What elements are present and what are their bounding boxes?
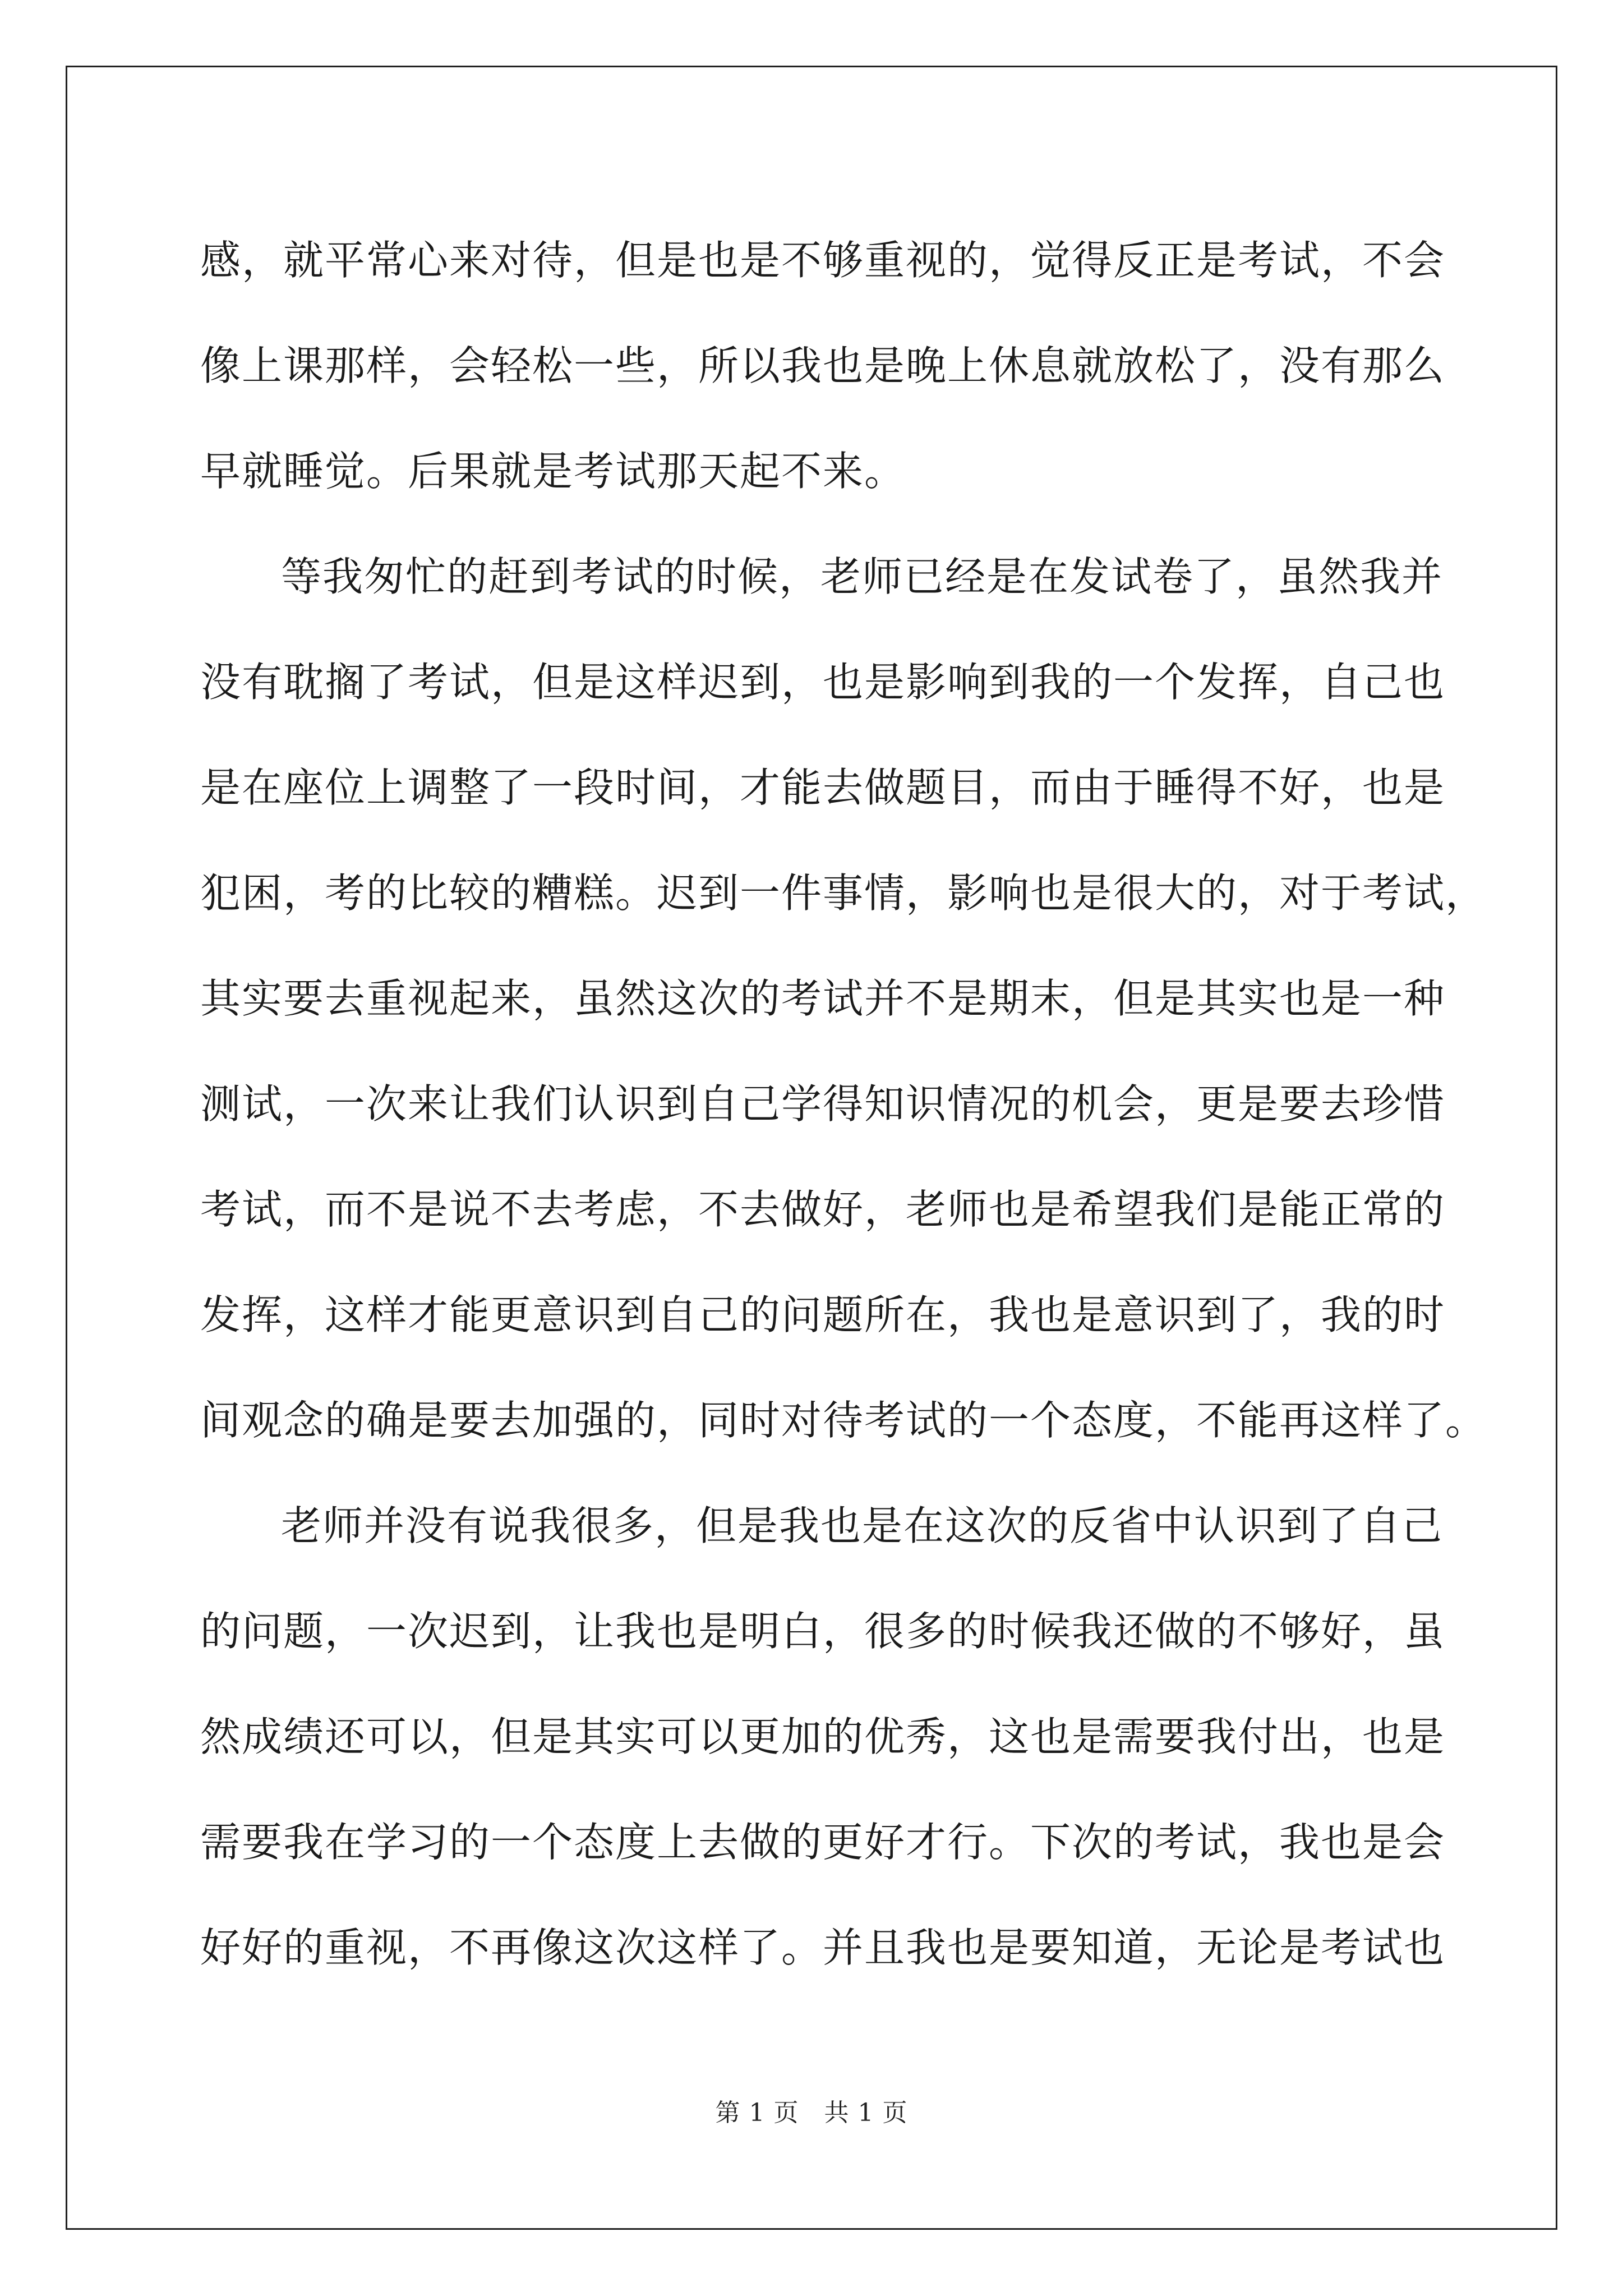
page-footer: 第 1 页 共 1 页 (715, 2099, 908, 2127)
text-line: 早就睡觉。后果就是考试那天起不来。 (200, 448, 906, 495)
text-line: 没有耽搁了考试，但是这样迟到，也是影响到我的一个发挥，自己也 (200, 659, 1446, 706)
text-line: 感，就平常心来对待，但是也是不够重视的，觉得反正是考试，不会 (200, 237, 1446, 284)
text-line: 考试，而不是说不去考虑，不去做好，老师也是希望我们是能正常的 (200, 1186, 1446, 1233)
text-line: 然成绩还可以，但是其实可以更加的优秀，这也是需要我付出，也是 (200, 1713, 1446, 1760)
text-line: 像上课那样，会轻松一些，所以我也是晚上休息就放松了，没有那么 (200, 342, 1446, 389)
text-line: 好好的重视，不再像这次这样了。并且我也是要知道，无论是考试也 (200, 1924, 1446, 1971)
document-body (200, 208, 1487, 2000)
text-line: 测试，一次来让我们认识到自己学得知识情况的机会，更是要去珍惜 (200, 1080, 1446, 1128)
text-line: 间观念的确是要去加强的，同时对待考试的一个态度，不能再这样了。 (200, 1397, 1487, 1444)
text-line: 是在座位上调整了一段时间，才能去做题目，而由于睡得不好，也是 (200, 764, 1446, 811)
text-line: 老师并没有说我很多，但是我也是在这次的反省中认识到了自己 (281, 1502, 1444, 1549)
text-line: 等我匆忙的赶到考试的时候，老师已经是在发试卷了，虽然我并 (281, 553, 1444, 600)
text-line: 发挥，这样才能更意识到自己的问题所在，我也是意识到了，我的时 (200, 1291, 1446, 1338)
text-line: 需要我在学习的一个态度上去做的更好才行。下次的考试，我也是会 (200, 1819, 1446, 1866)
text-line: 的问题，一次迟到，让我也是明白，很多的时候我还做的不够好，虽 (200, 1608, 1446, 1655)
text-line: 其实要去重视起来，虽然这次的考试并不是期末，但是其实也是一种 (200, 975, 1446, 1022)
text-line: 犯困，考的比较的糟糕。迟到一件事情，影响也是很大的，对于考试， (200, 869, 1487, 917)
